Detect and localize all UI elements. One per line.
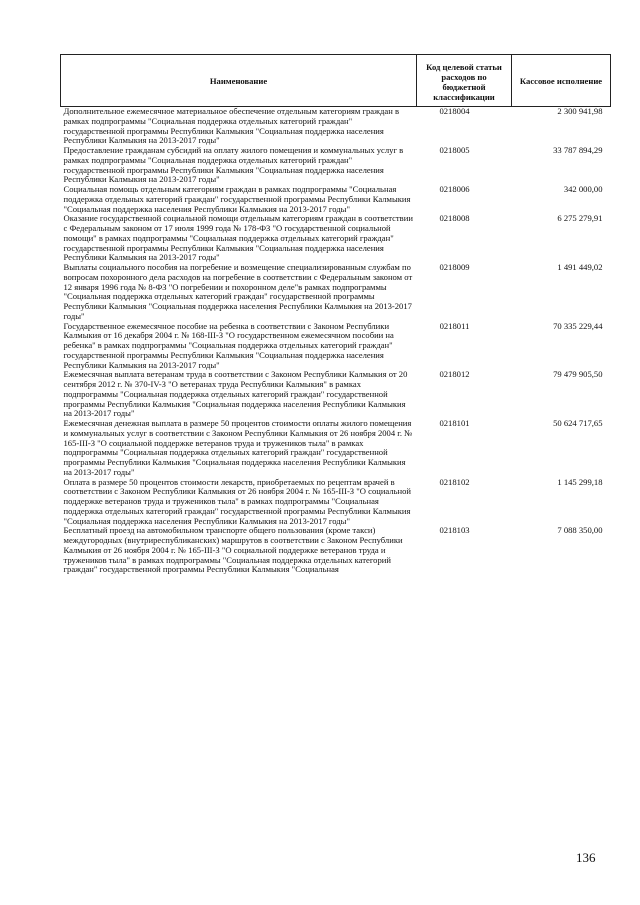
row-code: 0218012 bbox=[439, 369, 470, 380]
row-code: 0218004 bbox=[439, 106, 470, 116]
row-code: 0218006 bbox=[439, 184, 470, 194]
row-name: Ежемесячная выплата ветеранам труда в соответствии с Законом Республики Калмыкия от 20 сентября 2012 г. № 370-IV-З "О ветеранах труда Республики Калмыкия" в рамках подпрограммы "Социальная поддержка отдельных категорий граждан" государственной программы Республики Калмыкия "Социальная поддержка населения Республики Калмыкия на 2013-2017 годы" bbox=[63, 369, 408, 419]
row-code: 0218005 bbox=[439, 145, 470, 155]
row-amount: 50 624 717,65 bbox=[553, 418, 603, 428]
budget-execution-table bbox=[60, 54, 611, 575]
table-row bbox=[61, 322, 611, 371]
row-amount: 342 000,00 bbox=[563, 184, 603, 194]
row-code: 0218102 bbox=[439, 476, 470, 487]
table-header-row bbox=[61, 55, 611, 107]
table-row bbox=[61, 478, 611, 527]
table-row bbox=[61, 370, 611, 419]
table-row bbox=[61, 214, 611, 263]
row-amount: 79 479 905,50 bbox=[553, 369, 603, 380]
column-header-code: Код целевой статьи расходов по бюджетной классификации bbox=[417, 55, 512, 107]
row-amount: 1 145 299,18 bbox=[557, 476, 603, 487]
table-row bbox=[61, 526, 611, 575]
row-amount: 7 088 350,00 bbox=[557, 525, 603, 536]
row-name: Выплаты социального пособия на погребение и возмещение специализированным службам по вопросам похоронного дела расходов на погребение в соответствии с Федеральным законом от 12 января 1996 года № 8-ФЗ "О погребении и похоронном деле"в рамках подпрограммы "Социальная поддержка отдельных категорий граждан" государственной программы Республики Калмыкия "Социальная поддержка населения Республики Калмыкия на 2013-2017 годы" bbox=[63, 262, 413, 321]
row-name: Дополнительное ежемесячное материальное обеспечение отдельным категориям граждан в рамках подпрограммы "Социальная поддержка отдельных категорий граждан" государственной программы Республики Калмыкия "Социальная поддержка населения Республики Калмыкия на 2013-2017 годы" bbox=[63, 106, 400, 146]
row-code: 0218103 bbox=[439, 525, 470, 536]
row-name: Ежемесячная денежная выплата в размере 50 процентов стоимости оплаты жилого помещения и коммунальных услуг в соответствии с Законом Республики Калмыкия от 26 ноября 2004 г. № 165-III-З "О социальной поддержке ветеранов труда и тружеников тыла" в рамках подпрограммы "Социальная поддержка отдельных категорий граждан" государственной программы Республики Калмыкия "Социальная поддержка населения Республики Калмыкия на 2013-2017 годы" bbox=[63, 418, 413, 477]
table-row bbox=[61, 107, 611, 147]
table-row bbox=[61, 146, 611, 185]
budget-table-sheet bbox=[60, 54, 610, 575]
column-header-amount: Кассовое исполнение bbox=[512, 55, 611, 107]
row-name: Оказание государственной социальной помощи отдельным категориям граждан в соответствии с Федеральным законом от 17 июля 1999 года № 178-ФЗ "О государственной социальной помощи" в рамках подпрограммы "Социальная поддержка отдельных категорий граждан" государственной программы Республики Калмыкия "Социальная поддержка населения Республики Калмыкия на 2013-2017 годы" bbox=[63, 213, 413, 263]
table-row bbox=[61, 419, 611, 478]
row-code: 0218101 bbox=[439, 418, 470, 428]
table-row bbox=[61, 263, 611, 322]
column-header-name: Наименование bbox=[61, 55, 417, 107]
row-code: 0218011 bbox=[439, 320, 470, 331]
row-name: Государственное ежемесячное пособие на ребенка в соответствии с Законом Республики Калмыкия от 16 декабря 2004 г. № 168-III-З "О государственном ежемесячном пособии на ребенка" в рамках подпрограммы "Социальная поддержка отдельных категорий граждан" государственной программы Республики Калмыкия "Социальная поддержка населения Республики Калмыкия на 2013-2017 годы" bbox=[63, 320, 394, 370]
row-amount: 2 300 941,98 bbox=[557, 106, 603, 116]
table-row bbox=[61, 185, 611, 214]
row-code: 0218009 bbox=[439, 262, 470, 272]
row-name: Бесплатный проезд на автомобильном транспорте общего пользования (кроме такси) междугородных (внутриреспубликанских) маршрутов в соответствии с Законом Республики Калмыкия от 26 ноября 2004 г. № 165-III-З "О социальной поддержке ветеранов труда и тружеников тыла" в рамках подпрограммы "Социальная поддержка отдельных категорий граждан" государственной программы Республики Калмыкия "Социальная bbox=[63, 525, 403, 575]
row-name: Социальная помощь отдельным категориям граждан в рамках подпрограммы "Социальная поддержка отдельных категорий граждан" государственной программы Республики Калмыкия "Социальная поддержка населения Республики Калмыкия на 2013-2017 годы" bbox=[63, 184, 411, 214]
table-header bbox=[61, 55, 611, 107]
table-body bbox=[61, 107, 611, 576]
page-number: 136 bbox=[576, 850, 596, 865]
row-name: Предоставление гражданам субсидий на оплату жилого помещения и коммунальных услуг в рамках подпрограммы "Социальная поддержка отдельных категорий граждан" государственной программы Республики Калмыкия "Социальная поддержка населения Республики Калмыкия на 2013-2017 годы" bbox=[63, 145, 404, 185]
row-amount: 70 335 229,44 bbox=[553, 320, 603, 331]
row-amount: 1 491 449,02 bbox=[557, 262, 603, 272]
row-amount: 33 787 894,29 bbox=[553, 145, 603, 155]
row-amount: 6 275 279,91 bbox=[557, 213, 603, 224]
row-name: Оплата в размере 50 процентов стоимости лекарств, приобретаемых по рецептам врачей в соответствии с Законом Республики Калмыкия от 26 ноября 2004 г. № 165-III-З "О социальной поддержке ветеранов труда и тружеников тыла" в рамках подпрограммы "Социальная поддержка отдельных категорий граждан" государственной программы Республики Калмыкия "Социальная поддержка населения Республики Калмыкия на 2013-2017 годы" bbox=[63, 476, 412, 526]
row-code: 0218008 bbox=[439, 213, 470, 224]
